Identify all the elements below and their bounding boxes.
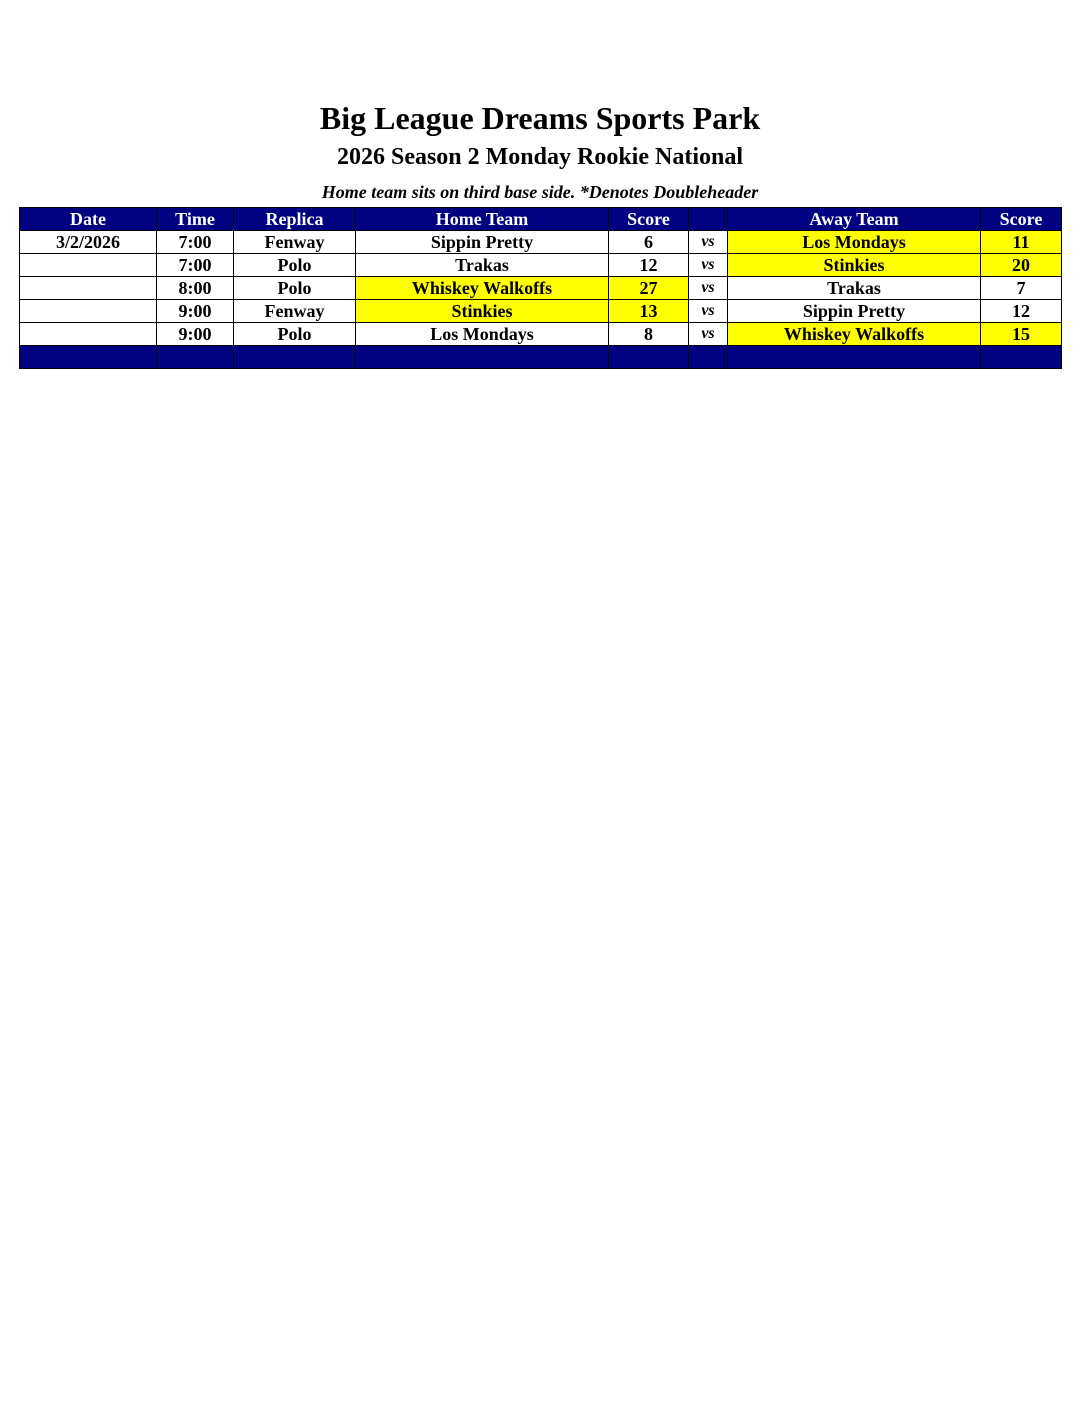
away-score-cell: 15 [981, 323, 1062, 346]
vs-cell: vs [689, 300, 728, 323]
column-header-home-score: Score [609, 208, 689, 231]
column-header-away-team: Away Team [728, 208, 981, 231]
home-team-cell: Los Mondays [356, 323, 609, 346]
replica-cell: Polo [234, 323, 356, 346]
vs-cell: vs [689, 254, 728, 277]
home-score-cell: 13 [609, 300, 689, 323]
footer-cell [234, 346, 356, 369]
away-team-cell: Whiskey Walkoffs [728, 323, 981, 346]
footer-cell [689, 346, 728, 369]
home-score-cell: 12 [609, 254, 689, 277]
away-team-cell: Trakas [728, 277, 981, 300]
away-score-cell: 20 [981, 254, 1062, 277]
away-team-cell: Sippin Pretty [728, 300, 981, 323]
home-team-cell: Trakas [356, 254, 609, 277]
table-row [20, 300, 1062, 323]
column-header-vs [689, 208, 728, 231]
column-header-date: Date [20, 208, 157, 231]
footer-cell [356, 346, 609, 369]
table-row [20, 323, 1062, 346]
date-cell [20, 300, 157, 323]
home-team-cell: Whiskey Walkoffs [356, 277, 609, 300]
page-note: Home team sits on third base side. *Denotes Doubleheader [321, 182, 759, 202]
date-cell [20, 254, 157, 277]
time-cell: 7:00 [157, 231, 234, 254]
home-score-cell: 8 [609, 323, 689, 346]
vs-cell: vs [689, 277, 728, 300]
footer-cell [20, 346, 157, 369]
table-row [20, 277, 1062, 300]
footer-cell [981, 346, 1062, 369]
time-cell: 7:00 [157, 254, 234, 277]
away-team-cell: Stinkies [728, 254, 981, 277]
away-score-cell: 7 [981, 277, 1062, 300]
replica-cell: Polo [234, 254, 356, 277]
home-team-cell: Stinkies [356, 300, 609, 323]
footer-cell [728, 346, 981, 369]
schedule-table [19, 207, 1062, 369]
home-score-cell: 6 [609, 231, 689, 254]
date-cell [20, 323, 157, 346]
table-footer-row [20, 346, 1062, 369]
table-header-row [20, 208, 1062, 231]
away-team-cell: Los Mondays [728, 231, 981, 254]
vs-cell: vs [689, 323, 728, 346]
page-subtitle: 2026 Season 2 Monday Rookie National [336, 144, 744, 170]
date-cell: 3/2/2026 [20, 231, 157, 254]
time-cell: 9:00 [157, 323, 234, 346]
home-team-cell: Sippin Pretty [356, 231, 609, 254]
replica-cell: Fenway [234, 300, 356, 323]
footer-cell [609, 346, 689, 369]
time-cell: 9:00 [157, 300, 234, 323]
away-score-cell: 12 [981, 300, 1062, 323]
replica-cell: Polo [234, 277, 356, 300]
column-header-home-team: Home Team [356, 208, 609, 231]
column-header-replica: Replica [234, 208, 356, 231]
date-cell [20, 277, 157, 300]
away-score-cell: 11 [981, 231, 1062, 254]
page-title: Big League Dreams Sports Park [319, 100, 761, 136]
table-row [20, 231, 1062, 254]
time-cell: 8:00 [157, 277, 234, 300]
replica-cell: Fenway [234, 231, 356, 254]
table-row [20, 254, 1062, 277]
column-header-away-score: Score [981, 208, 1062, 231]
column-header-time: Time [157, 208, 234, 231]
footer-cell [157, 346, 234, 369]
vs-cell: vs [689, 231, 728, 254]
home-score-cell: 27 [609, 277, 689, 300]
